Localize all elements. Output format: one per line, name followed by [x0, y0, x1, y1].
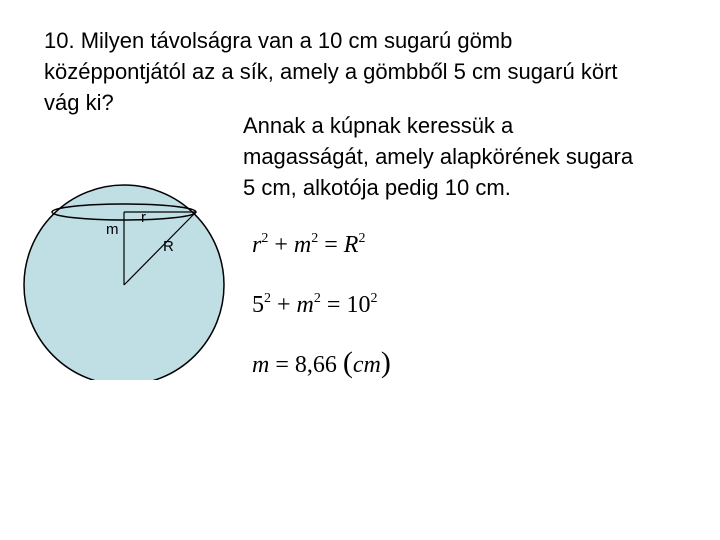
eq2-term-c: 10 — [346, 292, 371, 318]
eq2-exp-b: 2 — [313, 291, 321, 306]
eq2-term-b: m — [296, 292, 314, 318]
eq1-exp-a: 2 — [261, 231, 269, 246]
eq2-equals: = — [326, 292, 341, 318]
label-m: m — [106, 221, 119, 238]
eq3-equals: = — [275, 352, 289, 378]
eq2-plus: + — [277, 292, 291, 318]
eq3-var: m — [252, 352, 270, 378]
problem-line-2: középpontjától az a sík, amely a gömbből 5 cm sugarú kört — [44, 59, 618, 84]
eq2-exp-c: 2 — [370, 291, 378, 306]
equation-2 — [252, 292, 377, 317]
eq1-term-c: R — [343, 232, 359, 258]
eq3-value: 8,66 — [294, 352, 337, 378]
eq3-unit: cm — [352, 352, 381, 378]
problem-line-3: vág ki? — [44, 90, 114, 115]
problem-line-1: 10. Milyen távolságra van a 10 cm sugarú gömb — [44, 28, 513, 53]
equation-1 — [252, 232, 365, 257]
eq1-plus: + — [274, 232, 288, 258]
label-r: r — [141, 209, 146, 226]
eq1-exp-b: 2 — [311, 231, 319, 246]
solution-line-1: Annak a kúpnak keressük a — [243, 113, 514, 138]
eq2-exp-a: 2 — [264, 291, 271, 306]
eq1-equals: = — [324, 232, 338, 258]
eq1-exp-c: 2 — [358, 231, 366, 246]
label-big-r: R — [163, 238, 174, 255]
solution-line-2: magasságát, amely alapkörének sugara — [243, 144, 634, 169]
solution-text — [243, 110, 713, 203]
eq1-term-b: m — [293, 232, 312, 258]
eq3-left-paren: ( — [342, 346, 353, 379]
sphere-diagram — [0, 0, 240, 380]
eq1-term-a: r — [252, 232, 262, 258]
solution-line-3: 5 cm, alkotója pedig 10 cm. — [243, 175, 511, 200]
eq3-right-paren: ) — [380, 346, 391, 379]
eq2-term-a: 5 — [252, 292, 264, 318]
equation-3 — [252, 348, 391, 378]
